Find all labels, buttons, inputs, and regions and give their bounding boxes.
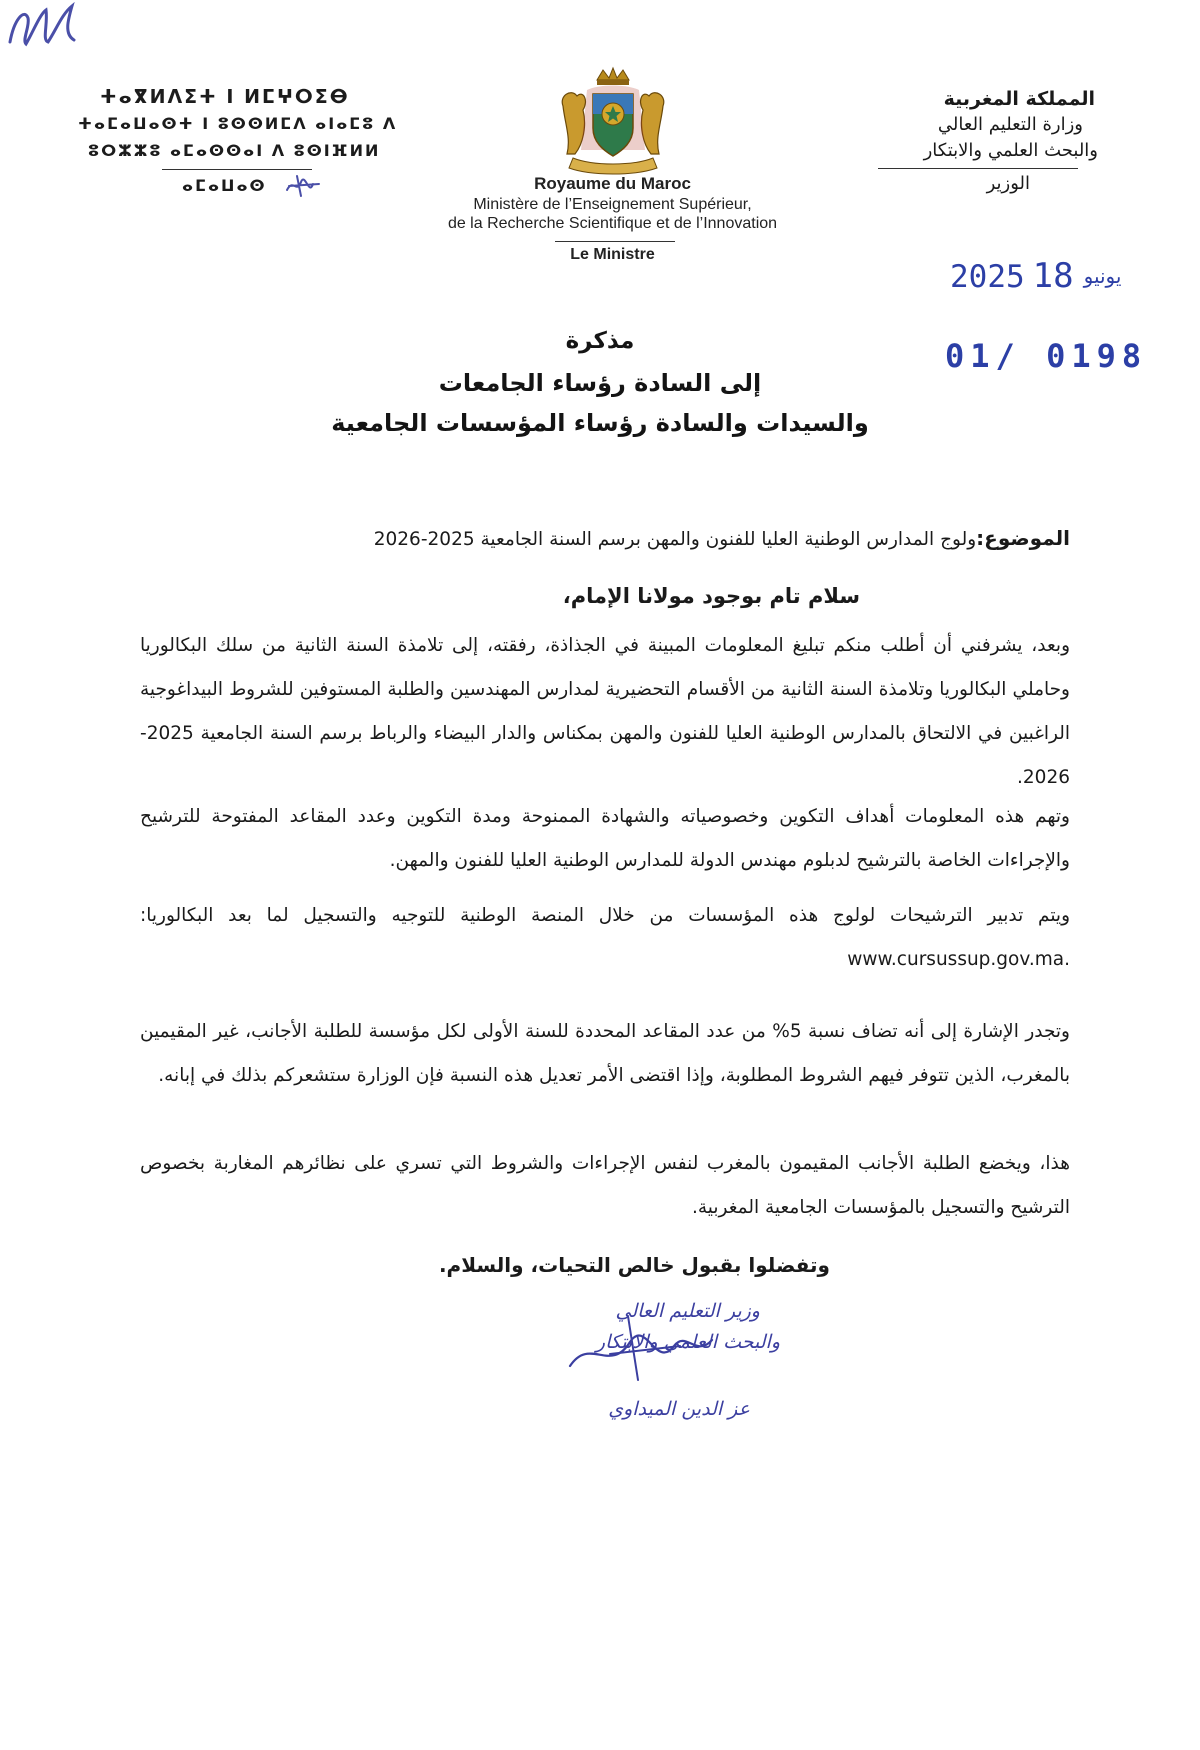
- body-paragraph-5: [140, 1142, 1070, 1230]
- tifinagh-ministry-line-2: ⵓⵔⵣⵣⵓ ⴰⵎⴰⵙⵙⴰⵏ ⴷ ⵓⵙⵏⴼⵍⵍ: [88, 141, 381, 160]
- paragraph-3-text: ويتم تدبير الترشيحات لولوج هذه المؤسسات من خلال المنصة الوطنية للتوجيه والتسجيل لما بعد البكالوريا:: [140, 905, 1070, 926]
- body-paragraph-3: [140, 894, 1070, 982]
- paragraph-5-text: هذا، ويخضع الطلبة الأجانب المقيمون بالمغرب لنفس الإجراءات والشروط التي تسري على نظائرهم المغاربة بخصوص الترشيح والتسجيل بالمؤسسات الجامعية المغربية.: [140, 1153, 1070, 1218]
- header-ministry-ar-line-1: وزارة التعليم العالي: [937, 114, 1083, 135]
- date-stamp-month: يونيو: [1083, 264, 1122, 288]
- subject-label: الموضوع:: [976, 526, 1070, 550]
- french-divider: [555, 241, 675, 242]
- date-stamp: [950, 256, 1131, 296]
- memo-recipients-line-2: والسيدات والسادة رؤساء المؤسسات الجامعية: [331, 409, 869, 437]
- greeting: سلام تام بوجود مولانا الإمام،: [562, 584, 860, 608]
- header-ministry-fr-line-1: Ministère de l’Enseignement Supérieur,: [473, 196, 752, 213]
- signer-name: عز الدين الميداوي: [608, 1398, 750, 1420]
- paragraph-2-text: وتهم هذه المعلومات أهداف التكوين وخصوصياته والشهادة الممنوحة ومدة التكوين وعدد المقاعد المفتوحة للترشيح والإجراءات الخاصة بالترشيح لدبلوم مهندس الدولة للمدارس الوطنية العليا للفنون والمهن.: [140, 806, 1070, 871]
- body-paragraph-1: [140, 624, 1070, 800]
- body-paragraph-2: [140, 795, 1070, 883]
- closing-line: وتفضلوا بقبول خالص التحيات، والسلام.: [438, 1253, 830, 1277]
- tifinagh-minister: ⴰⵎⴰⵡⴰⵙ: [182, 176, 267, 195]
- memo-title: مذكرة: [565, 328, 635, 354]
- arabic-divider: [878, 168, 1078, 169]
- header-minister-ar: الوزير: [986, 173, 1030, 194]
- subject-line: [140, 516, 1070, 562]
- paragraph-4-text: وتجدر الإشارة إلى أنه تضاف نسبة 5% من عدد المقاعد المحددة للسنة الأولى لكل مؤسسة للطلبة الأجانب، غير المقيمين بالمغرب، الذين تتوفر فيهم الشروط المطلوبة، وإذا اقتضى الأمر تعديل هذه النسبة فإن الوزارة ستشعركم بذلك في إبانه.: [140, 1021, 1070, 1086]
- body-paragraph-4: [140, 1010, 1070, 1098]
- header-kingdom-fr: Royaume du Maroc: [534, 174, 691, 193]
- paragraph-1-text: وبعد، يشرفني أن أطلب منكم تبليغ المعلومات المبينة في الجذاذة، رفقته، إلى تلامذة السنة الثانية من سلك البكالوريا وحاملي البكالوريا وتلامذة السنة الثانية من الأقسام التحضيرية لمدارس المهندسين والطلبة المستوفين للشروط البيداغوجية الراغبين في الالتحاق بالمدارس الوطنية العليا للفنون والمهن بمكناس والدار البيضاء والرباط برسم السنة الجامعية 2025-2026.: [140, 635, 1070, 788]
- tifinagh-kingdom: ⵜⴰⴳⵍⴷⵉⵜ ⵏ ⵍⵎⵖⵔⵉⴱ: [100, 86, 350, 108]
- coat-of-arms-icon: [553, 66, 673, 178]
- handwritten-initial-icon: [2, 0, 90, 66]
- date-stamp-day: 18: [1032, 256, 1074, 296]
- subject-text: ولوج المدارس الوطنية العليا للفنون والمهن برسم السنة الجامعية 2025-2026: [373, 529, 977, 550]
- header-kingdom-ar: المملكة المغربية: [943, 88, 1095, 110]
- header-ministry-ar-line-2: والبحث العلمي والابتكار: [923, 140, 1098, 161]
- date-stamp-year: 2025: [950, 259, 1025, 295]
- reference-stamp: 01/ 0198: [945, 337, 1148, 375]
- memo-recipients-line-1: إلى السادة رؤساء الجامعات: [438, 369, 762, 397]
- signer-title-line-1: وزير التعليم العالي: [615, 1300, 760, 1322]
- paraph-scribble-icon: [283, 170, 323, 200]
- signer-title-line-2: والبحث العلمي والابتكار: [595, 1331, 780, 1353]
- header-minister-fr: Le Ministre: [570, 246, 655, 263]
- platform-url: www.cursussup.gov.ma.: [847, 949, 1070, 970]
- header-ministry-fr-line-2: de la Recherche Scientifique et de l’Innovation: [447, 215, 778, 232]
- tifinagh-ministry-line-1: ⵜⴰⵎⴰⵡⴰⵙⵜ ⵏ ⵓⵙⵙⵍⵎⴷ ⴰⵏⴰⵎⵓ ⴷ: [78, 114, 398, 133]
